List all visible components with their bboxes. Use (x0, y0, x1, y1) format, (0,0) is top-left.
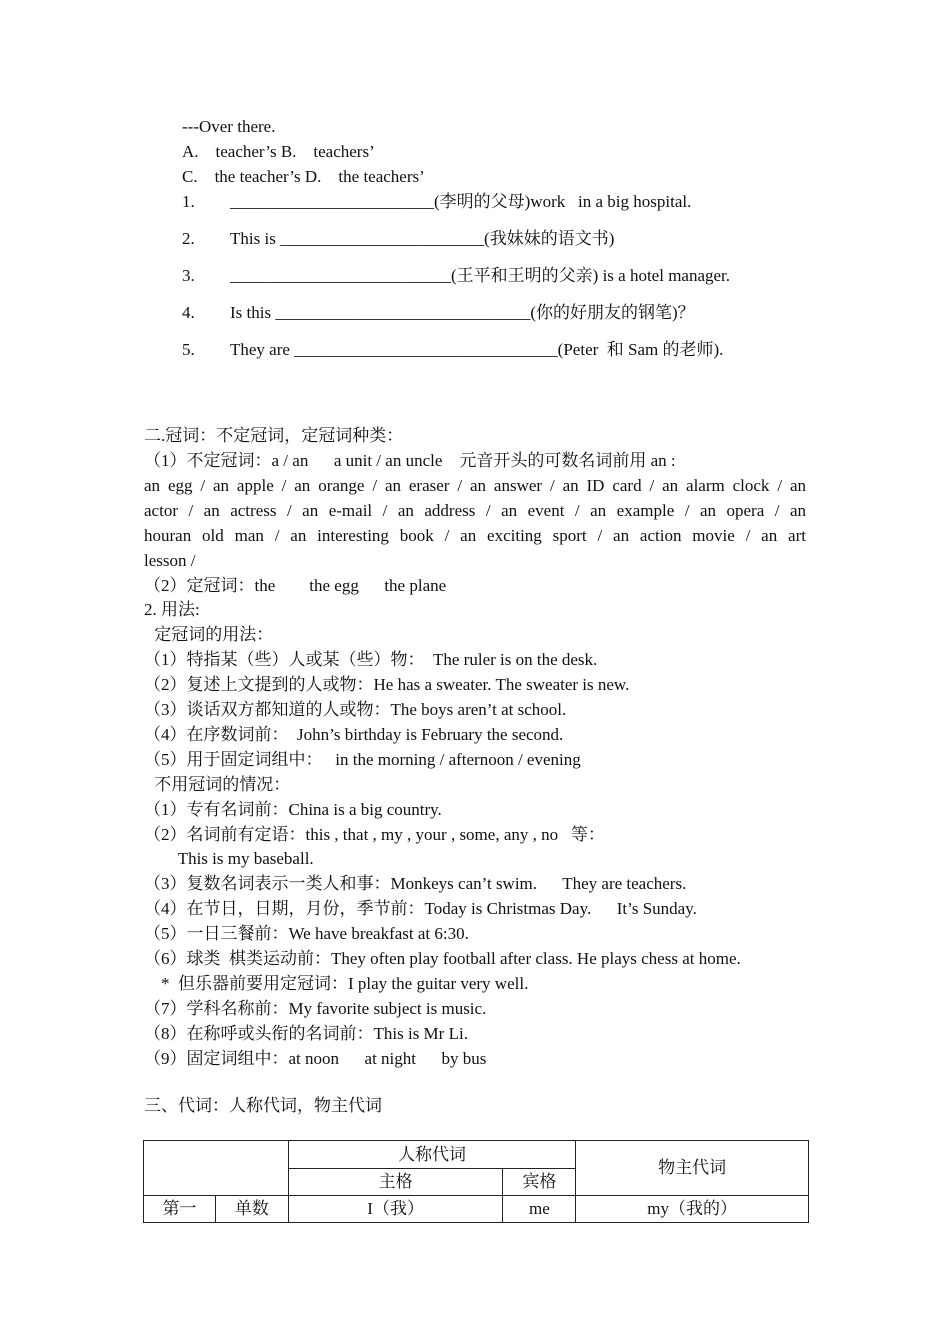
subject-cell: I（我） (288, 1196, 503, 1223)
object-cell: me (503, 1196, 576, 1223)
pronoun-table (143, 1140, 809, 1223)
table-row (144, 1196, 809, 1223)
item-number: 3. (182, 266, 195, 285)
definite-article-line: （2）定冠词：the the egg the plane (144, 576, 447, 595)
usage-rule: （3）谈话双方都知道的人或物：The boys aren’t at school. (144, 700, 567, 719)
fill-blank-item: Is this ______________________________(你的好朋友的钢笔)？ (230, 303, 695, 322)
usage-rule: （4）在序数词前： John’s birthday is February the second. (144, 725, 564, 744)
possessive-pronoun-header: 物主代词 (576, 1141, 809, 1196)
person-cell: 第一 (144, 1196, 216, 1223)
no-article-rule: （9）固定词组中：at noon at night by bus (144, 1049, 487, 1068)
example-line: houran old man / an interesting book / an exciting sport / an action movie / an art (144, 526, 806, 545)
empty-header-cell (144, 1141, 289, 1196)
no-article-rule: （6）球类 棋类运动前：They often play football after class. He plays chess at home. (144, 949, 741, 968)
no-article-rule: （2）名词前有定语：this , that , my , your , some, any , no 等： (144, 825, 605, 844)
usage-rule: （5）用于固定词组中： in the morning / afternoon / evening (144, 750, 581, 769)
no-article-rule: （5）一日三餐前：We have breakfast at 6:30. (144, 924, 469, 943)
fill-blank-item: This is ________________________(我妹妹的语文书) (230, 229, 615, 248)
no-article-rule: （7）学科名称前：My favorite subject is music. (144, 999, 487, 1018)
fill-blank-item: __________________________(王平和王明的父亲) is a hotel manager. (230, 266, 731, 285)
answer-line: ---Over there. (182, 117, 276, 136)
section-heading: 三、代词：人称代词，物主代词 (144, 1096, 382, 1115)
subject-case-header: 主格 (288, 1169, 503, 1196)
no-article-title: 不用冠词的情况： (150, 775, 291, 794)
no-article-rule: （4）在节日，日期，月份，季节前：Today is Christmas Day. It’s Sunday. (144, 899, 697, 918)
fill-blank-item: They are _______________________________(Peter 和 Sam 的老师). (230, 340, 724, 359)
example-line: lesson / (144, 551, 196, 570)
object-case-header: 宾格 (503, 1169, 576, 1196)
no-article-rule: * 但乐器前要用定冠词：I play the guitar very well. (144, 974, 529, 993)
usage-rule: （1）特指某（些）人或某（些）物： The ruler is on the desk. (144, 650, 598, 669)
possessive-cell: my（我的） (576, 1196, 809, 1223)
no-article-rule: （1）专有名词前：China is a big country. (144, 800, 442, 819)
item-number: 4. (182, 303, 195, 322)
indefinite-article-line: （1）不定冠词：a / an a unit / an uncle 元音开头的可数名词前用 an : (144, 451, 676, 470)
example-line: an egg / an apple / an orange / an eraser / an answer / an ID card / an alarm clock / an (144, 476, 806, 495)
no-article-rule: （8）在称呼或头衔的名词前：This is Mr Li. (144, 1024, 468, 1043)
personal-pronoun-header: 人称代词 (288, 1141, 576, 1169)
number-cell: 单数 (215, 1196, 288, 1223)
options-cd: C. the teacher’s D. the teachers’ (182, 167, 425, 186)
section-heading: 二.冠词：不定冠词，定冠词种类： (144, 426, 404, 445)
no-article-rule: This is my baseball. (144, 849, 314, 868)
definite-usage-title: 定冠词的用法： (150, 625, 274, 644)
no-article-rule: （3）复数名词表示一类人和事：Monkeys can’t swim. They are teachers. (144, 874, 687, 893)
item-number: 5. (182, 340, 195, 359)
example-line: actor / an actress / an e-mail / an address / an event / an example / an opera / an (144, 501, 806, 520)
options-ab: A. teacher’s B. teachers’ (182, 142, 375, 161)
item-number: 2. (182, 229, 195, 248)
usage-rule: （2）复述上文提到的人或物：He has a sweater. The sweater is new. (144, 675, 630, 694)
usage-heading: 2. 用法: (144, 600, 200, 619)
item-number: 1. (182, 192, 195, 211)
fill-blank-item: ________________________(李明的父母)work in a big hospital. (230, 192, 692, 211)
